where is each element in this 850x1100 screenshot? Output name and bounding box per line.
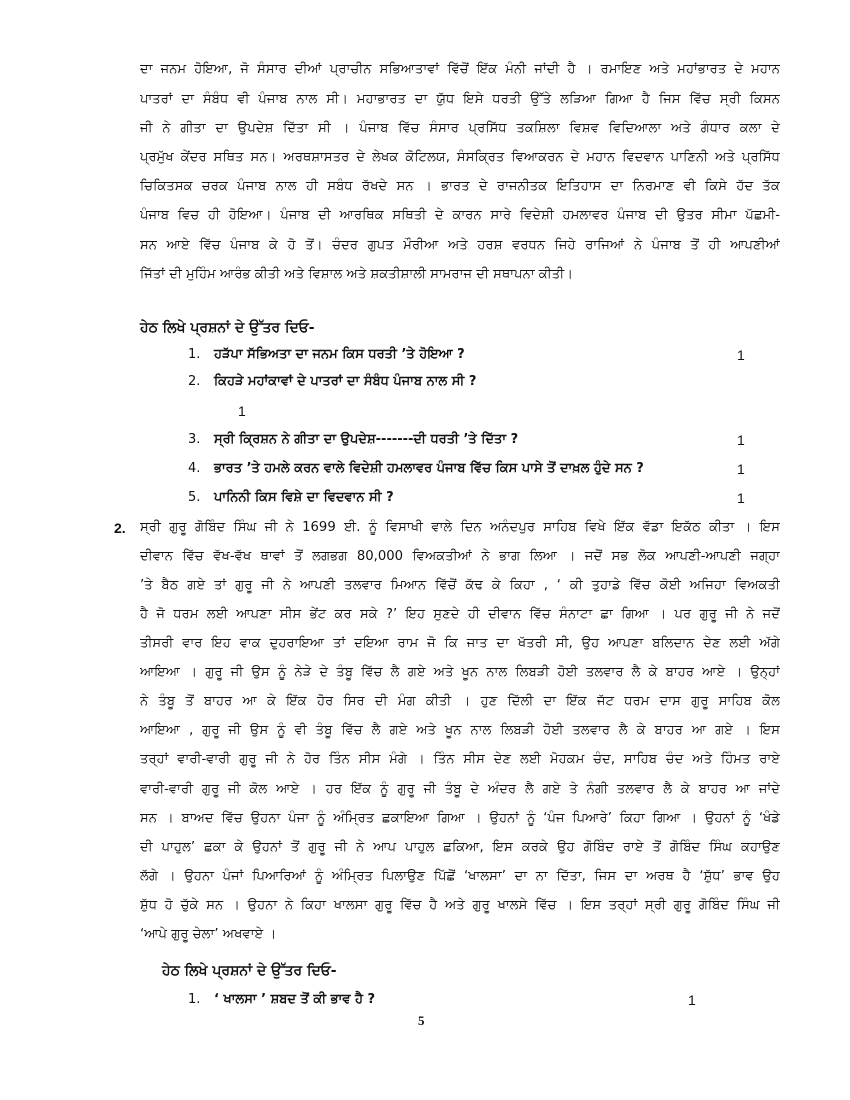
question-mark: 1 <box>737 347 745 363</box>
question-text: ਭਾਰਤ ’ਤੇ ਹਮਲੇ ਕਰਨ ਵਾਲੇ ਵਿਦੇਸ਼ੀ ਹਮਲਾਵਰ ਪੰਜਾਬ ਵਿੱਚ ਕਿਸ ਪਾਸੇ ਤੋਂ ਦਾਖ਼ਲ ਹੁੰਦੇ ਸਨ ? <box>214 461 644 476</box>
paragraph-line: ਦੀ ਪਾਹੁਲ’ ਛਕਾ ਕੇ ਉਹਨਾਂ ਤੋਂ ਗੁਰੂ ਜੀ ਨੇ ਆਪ ਪਾਹੁਲ ਛਕਿਆ, ਇਸ ਕਰਕੇ ਉਹ ਗੋਬਿੰਦ ਰਾਏ ਤੋਂ ਗੋਬਿੰਦ ਸਿੰਘ ਕਹਾਉਣ <box>140 840 780 855</box>
paragraph-line: ਲੱਗੇ । ਉਹਨਾ ਪੰਜਾਂ ਪਿਆਰਿਆਂ ਨੂੰ ਅੰਮ੍ਰਿਤ ਪਿਲਾਉਣ ਪਿੱਛੋਂ ‘ਖਾਲਸਾ’ ਦਾ ਨਾ ਦਿੱਤਾ, ਜਿਸ ਦਾ ਅਰਥ ਹੈ ‘ਸ਼ੁੱਧ’ ਭਾਵ ਉਹ <box>140 869 780 884</box>
question-mark: 1 <box>688 992 696 1008</box>
questions-heading: ਹੇਠ ਲਿਖੇ ਪ੍ਰਸ਼ਨਾਂ ਦੇ ਉੱਤਰ ਦਿਓ- <box>140 320 315 336</box>
paragraph-line: ਆਇਆ । ਗੁਰੂ ਜੀ ਉਸ ਨੂੰ ਨੇੜੇ ਦੇ ਤੰਬੂ ਵਿੱਚ ਲੈ ਗਏ ਅਤੇ ਖੂਨ ਨਾਲ ਲਿਬੜੀ ਹੋਈ ਤਲਵਾਰ ਲੈ ਕੇ ਬਾਹਰ ਆਏ । ਉਨ੍ਹਾਂ <box>140 665 780 680</box>
paragraph-line: ਚਿਕਿਤਸਕ ਚਰਕ ਪੰਜਾਬ ਨਾਲ ਹੀ ਸਬੰਧ ਰੱਖਦੇ ਸਨ । ਭਾਰਤ ਦੇ ਰਾਜਨੀਤਕ ਇਤਿਹਾਸ ਦਾ ਨਿਰਮਾਣ ਵੀ ਕਿਸੇ ਹੱਦ ਤੱਕ <box>140 179 780 194</box>
question-number: 1. <box>188 992 201 1007</box>
page-number: 5 <box>418 1013 425 1028</box>
paragraph-line: ’ਤੇ ਬੈਠ ਗਏ ਤਾਂ ਗੁਰੂ ਜੀ ਨੇ ਆਪਣੀ ਤਲਵਾਰ ਮਿਆਨ ਵਿੱਚੋਂ ਕੱਢ ਕੇ ਕਿਹਾ , ‘ ਕੀ ਤੁਹਾਡੇ ਵਿੱਚ ਕੋਈ ਅਜਿਹਾ ਵਿਅਕਤੀ <box>140 578 780 593</box>
question-mark: 1 <box>238 403 246 419</box>
paragraph-line: ਜੀ ਨੇ ਗੀਤਾ ਦਾ ਉਪਦੇਸ਼ ਦਿੱਤਾ ਸੀ । ਪੰਜਾਬ ਵਿੱਚ ਸੰਸਾਰ ਪ੍ਰਸਿੱਧ ਤਕਸ਼ਿਲਾ ਵਿਸ਼ਵ ਵਿਦਿਆਲਾ ਅਤੇ ਗੰਧਾਰ ਕਲਾ ਦੇ <box>140 121 780 136</box>
question-mark: 1 <box>737 490 745 506</box>
question-item <box>188 345 465 365</box>
paragraph-line: ਵਾਰੀ-ਵਾਰੀ ਗੁਰੂ ਜੀ ਕੋਲ ਆਏ । ਹਰ ਇੱਕ ਨੂੰ ਗੁਰੂ ਜੀ ਤੰਬੂ ਦੇ ਅੰਦਰ ਲੈ ਗਏ ਤੇ ਨੰਗੀ ਤਲਵਾਰ ਲੈ ਕੇ ਬਾਹਰ ਆ ਜਾਂਦੇ <box>140 782 780 797</box>
paragraph-line: ਹੈ ਜੋ ਧਰਮ ਲਈ ਆਪਣਾ ਸੀਸ ਭੇਂਟ ਕਰ ਸਕੇ ?’ ਇਹ ਸੁਣਦੇ ਹੀ ਦੀਵਾਨ ਵਿੱਚ ਸੰਨਾਟਾ ਛਾ ਗਿਆ । ਪਰ ਗੁਰੂ ਜੀ ਨੇ ਜਦੋਂ <box>140 607 780 622</box>
paragraph-line: ਤੀਸਰੀ ਵਾਰ ਇਹ ਵਾਕ ਦੁਹਰਾਇਆ ਤਾਂ ਦਇਆ ਰਾਮ ਜੋ ਕਿ ਜਾਤ ਦਾ ਖੱਤਰੀ ਸੀ, ਉਹ ਆਪਣਾ ਬਲਿਦਾਨ ਦੇਣ ਲਈ ਅੱਗੇ <box>140 636 780 651</box>
question-mark: 1 <box>737 432 745 448</box>
paragraph-line: ਦਾ ਜਨਮ ਹੋਇਆ, ਜੋ ਸੰਸਾਰ ਦੀਆਂ ਪ੍ਰਾਚੀਨ ਸਭਿਆਤਾਵਾਂ ਵਿੱਚੋਂ ਇੱਕ ਮੰਨੀ ਜਾਂਦੀ ਹੈ । ਰਮਾਇਣ ਅਤੇ ਮਹਾਂਭਾਰਤ ਦੇ ਮਹਾਨ <box>140 62 780 77</box>
paragraph-line: ਜਿੱਤਾਂ ਦੀ ਮੁਹਿੰਮ ਆਰੰਭ ਕੀਤੀ ਅਤੇ ਵਿਸ਼ਾਲ ਅਤੇ ਸ਼ਕਤੀਸ਼ਾਲੀ ਸਾਮਰਾਜ ਦੀ ਸਥਾਪਨਾ ਕੀਤੀ। <box>140 267 574 282</box>
paragraph-line: ਸ੍ਰੀ ਗੁਰੂ ਗੋਬਿੰਦ ਸਿੰਘ ਜੀ ਨੇ 1699 ਈ. ਨੂੰ ਵਿਸਾਖੀ ਵਾਲੇ ਦਿਨ ਅਨੰਦਪੁਰ ਸਾਹਿਬ ਵਿਖੇ ਇੱਕ ਵੱਡਾ ਇਕੱਠ ਕੀਤਾ । ਇਸ <box>140 520 780 535</box>
paragraph-line: ‘ਆਪੇ ਗੁਰੂ ਚੇਲਾ’ ਅਖਵਾਏ । <box>140 927 277 942</box>
paragraph-line: ਸਨ ਆਏ ਵਿੱਚ ਪੰਜਾਬ ਕੇ ਹੋ ਤੋਂ। ਚੰਦਰ ਗੁਪਤ ਮੌਰੀਆ ਅਤੇ ਹਰਸ਼ ਵਰਧਨ ਜਿਹੇ ਰਾਜਿਆਂ ਨੇ ਪੰਜਾਬ ਤੋਂ ਹੀ ਆਪਣੀਆਂ <box>140 238 780 253</box>
question-text: ‘ ਖਾਲਸਾ ’ ਸ਼ਬਦ ਤੋਂ ਕੀ ਭਾਵ ਹੈ ? <box>214 992 376 1007</box>
question-number: 2. <box>188 374 201 389</box>
question-text: ਕਿਹੜੇ ਮਹਾਂਕਾਵਾਂ ਦੇ ਪਾਤਰਾਂ ਦਾ ਸੰਬੰਧ ਪੰਜਾਬ ਨਾਲ ਸੀ ? <box>214 374 477 389</box>
question-text: ਸ੍ਰੀ ਕ੍ਰਿਸ਼ਨ ਨੇ ਗੀਤਾ ਦਾ ਉਪਦੇਸ਼-------ਦੀ ਧਰਤੀ ’ਤੇ ਦਿੱਤਾ ? <box>214 432 519 447</box>
paragraph-line: ਪੰਜਾਬ ਵਿਚ ਹੀ ਹੋਇਆ। ਪੰਜਾਬ ਦੀ ਆਰਥਿਕ ਸਥਿਤੀ ਦੇ ਕਾਰਨ ਸਾਰੇ ਵਿਦੇਸ਼ੀ ਹਮਲਾਵਰ ਪੰਜਾਬ ਦੀ ਉਤਰ ਸੀਮਾ ਪੱਛਮੀ- <box>140 208 780 223</box>
question-item <box>188 990 375 1010</box>
question-text: ਪਾਨਿਨੀ ਕਿਸ ਵਿਸ਼ੇ ਦਾ ਵਿਦਵਾਨ ਸੀ ? <box>214 490 394 505</box>
question-number: 3. <box>188 432 201 447</box>
question-item <box>188 430 518 450</box>
question-mark: 1 <box>737 461 745 477</box>
question-number: 5. <box>188 490 201 505</box>
question-item <box>188 459 644 479</box>
question-text: ਹੜੱਪਾ ਸੱਭਿਅਤਾ ਦਾ ਜਨਮ ਕਿਸ ਧਰਤੀ ’ਤੇ ਹੋਇਆ ? <box>214 347 465 362</box>
paragraph-line: ਪ੍ਰਮੁੱਖ ਕੇਂਦਰ ਸਥਿਤ ਸਨ। ਅਰਥਸ਼ਾਸਤਰ ਦੇ ਲੇਖਕ ਕੋਟਿਲਯ, ਸੰਸਕ੍ਰਿਤ ਵਿਆਕਰਨ ਦੇ ਮਹਾਨ ਵਿਦਵਾਨ ਪਾਣਿਨੀ ਅਤੇ ਪ੍ਰਸਿੱਧ <box>140 150 780 165</box>
question-number: 4. <box>188 461 201 476</box>
section-number: 2. <box>114 520 126 536</box>
paragraph-line: ਸਨ । ਬਾਅਦ ਵਿੱਚ ਉਹਨਾ ਪੰਜਾ ਨੂੰ ਅੰਮ੍ਰਿਤ ਛਕਾਇਆ ਗਿਆ । ਉਹਨਾਂ ਨੂੰ ‘ਪੰਜ ਪਿਆਰੇ’ ਕਿਹਾ ਗਿਆ । ਉਹਨਾਂ ਨੂੰ ‘ਖੰਡੇ <box>140 811 780 826</box>
paragraph-line: ਦੀਵਾਨ ਵਿੱਚ ਵੱਖ-ਵੱਖ ਥਾਵਾਂ ਤੋਂ ਲਗਭਗ 80,000 ਵਿਅਕਤੀਆਂ ਨੇ ਭਾਗ ਲਿਆ । ਜਦੋਂ ਸਭ ਲੋਕ ਆਪਣੀ-ਆਪਣੀ ਜਗ੍ਹਾ <box>140 549 780 564</box>
question-item <box>188 372 476 392</box>
paragraph-line: ਆਇਆ , ਗੁਰੂ ਜੀ ਉਸ ਨੂੰ ਵੀ ਤੰਬੂ ਵਿੱਚ ਲੈ ਗਏ ਅਤੇ ਖੂਨ ਨਾਲ ਲਿਬੜੀ ਹੋਈ ਤਲਵਾਰ ਲੈ ਕੇ ਬਾਹਰ ਆ ਗਏ । ਇਸ <box>140 723 780 738</box>
question-item <box>188 488 394 508</box>
questions-heading: ਹੇਠ ਲਿਖੇ ਪ੍ਰਸ਼ਨਾਂ ਦੇ ਉੱਤਰ ਦਿਓ- <box>162 963 337 979</box>
question-number: 1. <box>188 347 201 362</box>
paragraph-line: ਪਾਤਰਾਂ ਦਾ ਸੰਬੰਧ ਵੀ ਪੰਜਾਬ ਨਾਲ ਸੀ। ਮਹਾਭਾਰਤ ਦਾ ਯੁੱਧ ਇਸੇ ਧਰਤੀ ਉੱਤੇ ਲੜਿਆ ਗਿਆ ਹੈ ਜਿਸ ਵਿੱਚ ਸ੍ਰੀ ਕਿਸਨ <box>140 92 780 107</box>
paragraph-line: ਤਰ੍ਹਾਂ ਵਾਰੀ-ਵਾਰੀ ਗੁਰੂ ਜੀ ਨੇ ਹੋਰ ਤਿੰਨ ਸੀਸ ਮੰਗੇ । ਤਿੰਨ ਸੀਸ ਦੇਣ ਲਈ ਮੋਹਕਮ ਚੰਦ, ਸਾਹਿਬ ਚੰਦ ਅਤੇ ਹਿੰਮਤ ਰਾਏ <box>140 752 780 767</box>
paragraph-line: ਨੇ ਤੰਬੂ ਤੋਂ ਬਾਹਰ ਆ ਕੇ ਇੱਕ ਹੋਰ ਸਿਰ ਦੀ ਮੰਗ ਕੀਤੀ । ਹੁਣ ਦਿੱਲੀ ਦਾ ਇੱਕ ਜੱਟ ਧਰਮ ਦਾਸ ਗੁਰੂ ਸਾਹਿਬ ਕੋਲ <box>140 694 780 709</box>
paragraph-line: ਸ਼ੁੱਧ ਹੋ ਚੁੱਕੇ ਸਨ । ਉਹਨਾ ਨੇ ਕਿਹਾ ਖਾਲਸਾ ਗੁਰੂ ਵਿੱਚ ਹੈ ਅਤੇ ਗੁਰੂ ਖਾਲਸੇ ਵਿੱਚ । ਇਸ ਤਰ੍ਹਾਂ ਸ੍ਰੀ ਗੁਰੂ ਗੋਬਿੰਦ ਸਿੰਘ ਜੀ <box>140 898 780 913</box>
